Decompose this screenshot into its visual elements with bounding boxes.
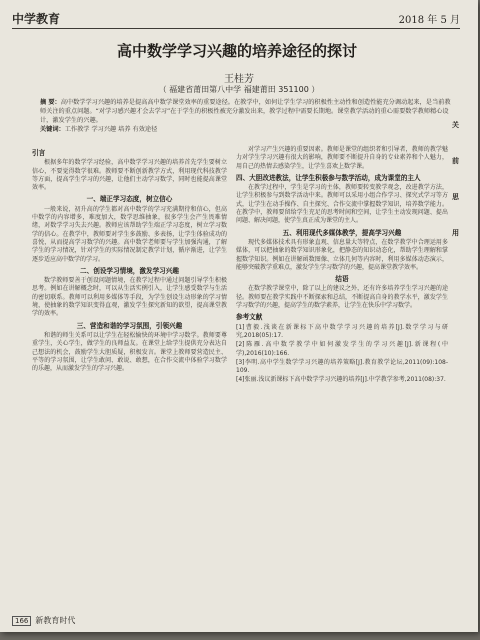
paragraph: 对学习产生兴趣的重要因素。教师是课堂的组织者和引导者，教师的教学魅力对学生学习兴趣有很大的影响，教师要不断提升自身的专业素养和个人魅力，用自己的热情去感染学生，让学生喜欢上数学课。	[236, 146, 448, 170]
journal-name: 中学教育	[12, 12, 61, 26]
adjacent-page-edge	[452, 120, 478, 620]
margin-label: 思	[452, 193, 459, 201]
section-heading: 五、利用现代多媒体教学，提高学习兴趣	[282, 228, 402, 237]
paragraph: 在数学教学课堂中，除了以上的建议之外，还有许多培养学生学习兴趣的途径。教师要在教学实践中不断探索和总结，不断提高自身的教学水平，激发学生学习数学的兴趣，提高学生的数学素养，让学生在快乐中学习数学。	[236, 285, 448, 310]
page-footer	[12, 615, 75, 626]
footer-mark: 新教育时代	[35, 616, 76, 625]
paragraph: 和谐的师生关系可以让学生在轻松愉快的环境中学习数学。教师要尊重学生，关心学生，做学生的良师益友。在课堂上给学生提供充分表达自己想法的机会，鼓励学生大胆质疑，积极发言。课堂上教师要营造民主、平等的学习氛围，让学生敢问、敢说、敢想，在合作交流中体验学习数学的乐趣，从而激发学生的学习兴趣。	[32, 331, 227, 373]
section-heading: 二、创设学习情境，激发学习兴趣	[80, 266, 179, 275]
reference-item: [2]陈雁.高中数学教学中如何激发学生的学习兴趣[J].新课程(中学),2016(10):166.	[236, 341, 448, 357]
paragraph: 数学教师要善于创设问题情境，在教学过程中通过问题引导学生积极思考。例如在讲解概念时，可以从生活实例引入，让学生感受数学与生活的密切联系。教师可以利用多媒体等手段，为学生创设生动形象的学习情境，使抽象的数学知识变得直观，激发学生探究新知的欲望，提高课堂教学的效率。	[32, 277, 227, 318]
author-affiliation: （ 福建省莆田第八中学 福建莆田 351100 ）	[158, 85, 320, 94]
page-header	[12, 8, 460, 29]
abstract-label: 摘 要：	[40, 99, 61, 106]
abstract	[40, 98, 456, 125]
reference-item: [3]李明.高中学生数学学习兴趣的培养策略[J].教育教学论坛,2011(09):108-109.	[236, 358, 448, 375]
references-heading: 参考文献	[236, 313, 263, 322]
margin-label: 前	[452, 157, 459, 165]
reference-item: [4]张丽.浅议新课标下高中数学学习兴趣的培养[J].中学教学参考,2011(08):37.	[236, 376, 446, 384]
paragraph: 一般来说，初升高的学生都对高中数学的学习充满期待和信心，但高中数学的内容增多，难度加大，数学思维抽象，很多学生会产生畏难情绪，对数学学习失去兴趣。教师应该帮助学生端正学习态度，树立学习数学的信心。在教学中，教师要对学生多鼓励、多表扬，让学生体验成功的喜悦，从而提高学习数学的兴趣。高中数学老师要与学生加强沟通，了解学生的学习情况，针对学生的实际情况制定教学计划，循序渐进，让学生逐步适应高中数学的学习。	[32, 205, 227, 263]
section-heading: 一、端正学习态度，树立信心	[86, 195, 173, 204]
reference-item: [1]曹毅.浅谈在新课标下高中数学学习兴趣的培养[J].数学学习与研究,2018(05):17.	[236, 323, 448, 339]
section-heading: 三、营造和谐的学习氛围，引领兴趣	[76, 321, 183, 330]
margin-label: 关	[452, 121, 459, 129]
keywords-text: 工作教学 学习兴趣 培养 有效途径	[64, 126, 158, 133]
article-title: 高中数学学习兴趣的培养途径的探讨	[116, 42, 357, 60]
keywords	[40, 125, 456, 134]
article-author: 王桂芳	[224, 74, 254, 85]
margin-label: 用	[452, 229, 459, 237]
issue-date: 2018 年 5 月	[398, 15, 460, 26]
section-heading: 结语	[335, 275, 349, 284]
abstract-block	[40, 98, 456, 134]
abstract-text: 高中数学学习兴趣的培养是提高高中数学课堂效率的重要途径。在教学中，如何让学生学习的积极性主动性和创造性能充分调动起来，是当前教师关注的重点问题。“对学习感兴趣才会去学习”在于学生的积极性被充分激发出来，教学过程中需要长期地。课堂教学活动的重心需要数学教师精心设计，激发学生的兴趣。	[40, 99, 451, 124]
left-column	[32, 146, 227, 374]
paragraph: 根据多年的数学学习经验，高中数学学习兴趣的培养首先学生要树立信心，不要觉得数学很难。教师要不断创新教学方式，利用现代科技教学等方面，提高学生学习的兴趣，让他们主动学习数学，同时也能提高课堂效率。	[32, 159, 227, 192]
section-heading: 四、大胆改进教法，让学生积极参与数学活动，成为课堂的主人	[236, 173, 421, 182]
page-number: 166	[12, 616, 31, 626]
right-column	[236, 146, 448, 386]
references-list	[236, 324, 448, 385]
keywords-label: 关键词：	[40, 126, 65, 133]
section-heading: 引言	[32, 149, 46, 157]
paragraph: 在教学过程中，学生是学习的主体，教师要转变教学观念，改进教学方法，让学生积极参与到数学活动中来。教师可以采用小组合作学习、探究式学习等方式，让学生在动手操作、自主探究、合作交流中掌握数学知识，培养数学能力。在教学中，教师要留给学生充足的思考时间和空间，让学生主动发现问题、提出问题、解决问题，使学生真正成为课堂的主人。	[236, 184, 448, 225]
paragraph: 现代多媒体技术具有形象直观、信息量大等特点，在数学教学中合理运用多媒体，可以把抽象的数学知识形象化，把静态的知识动态化，帮助学生理解和掌握数学知识。例如在讲解函数图像、立体几何等内容时，利用多媒体动态演示，能够突破教学重难点，激发学生学习数学的兴趣，提高课堂教学效率。	[236, 238, 448, 271]
